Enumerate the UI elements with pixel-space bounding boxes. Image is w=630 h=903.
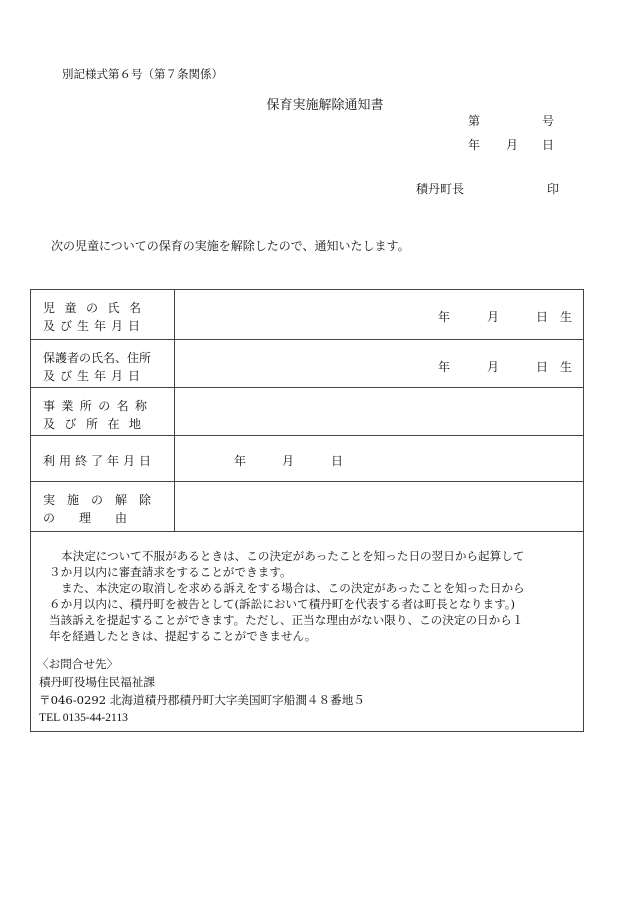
issue-date-year: 年	[468, 138, 481, 152]
row-label-line2: の 理 由	[43, 511, 128, 525]
birth-year-unit: 年	[438, 310, 451, 324]
table-row	[31, 340, 583, 388]
birth-year-unit: 年	[438, 360, 451, 374]
end-month-unit: 月	[282, 454, 295, 468]
row-label-line2: 及び生年月日	[43, 369, 146, 383]
appeal-notice-line: 本決定について不服があるときは、この決定があったことを知った日の翌日から起算して	[61, 549, 525, 563]
form-number-label: 別記様式第６号（第７条関係）	[62, 67, 223, 81]
row-label-line1: 児童の氏名	[43, 301, 151, 315]
document-title: 保育実施解除通知書	[266, 98, 384, 113]
notice-table	[30, 289, 584, 732]
birth-month-unit: 月	[487, 310, 500, 324]
row-label-line1: 保護者の氏名、住所	[43, 351, 152, 365]
birth-month-unit: 月	[487, 360, 500, 374]
issuer-name: 積丹町長	[416, 182, 465, 196]
row-label-cell	[31, 388, 175, 435]
document-number-suffix: 号	[542, 114, 555, 128]
row-label-line2: 及び生年月日	[43, 319, 146, 333]
suit-notice-line: また、本決定の取消しを求める訴えをする場合は、この決定があったことを知った日から	[61, 581, 525, 595]
appeal-notice-line: ３か月以内に審査請求をすることができます。	[49, 565, 292, 579]
issue-date-day: 日	[542, 138, 555, 152]
suit-notice-line: 年を経過したときは、提起することができません。	[49, 629, 317, 643]
row-label-cell	[31, 436, 175, 481]
document-number-prefix: 第	[468, 114, 481, 128]
row-label-cell	[31, 290, 175, 339]
contact-heading: 〈お問合せ先〉	[37, 657, 119, 671]
contact-address: 〒046-0292 北海道積丹郡積丹町大字美国町字船澗４８番地５	[39, 693, 365, 707]
end-year-unit: 年	[234, 454, 247, 468]
contact-tel: TEL 0135-44-2113	[39, 711, 128, 724]
row-label-cell	[31, 482, 175, 531]
seal-mark: 印	[547, 182, 560, 196]
row-label-line2: 及び所在地	[43, 417, 151, 431]
row-label-line1: 実施の解除	[43, 493, 164, 507]
row-label-line1: 事業所の名称	[43, 399, 154, 413]
birth-day-unit: 日 生	[536, 360, 573, 374]
issue-date-month: 月	[506, 138, 519, 152]
table-row	[31, 436, 583, 482]
suit-notice-line: 当該訴えを提起することができます。ただし、正当な理由がない限り、この決定の日から１	[49, 613, 524, 627]
contact-office: 積丹町役場住民福祉課	[39, 675, 155, 689]
table-row	[31, 482, 583, 532]
table-row	[31, 290, 583, 340]
row-label-line1: 利用終了年月日	[43, 454, 156, 468]
birth-day-unit: 日 生	[536, 310, 573, 324]
row-label-cell	[31, 340, 175, 387]
suit-notice-line: ６か月以内に、積丹町を被告として(訴訟において積丹町を代表する者は町長となります。)	[49, 597, 516, 611]
table-row	[31, 388, 583, 436]
end-day-unit: 日	[331, 454, 344, 468]
intro-text: 次の児童についての保育の実施を解除したので、通知いたします。	[51, 239, 410, 253]
